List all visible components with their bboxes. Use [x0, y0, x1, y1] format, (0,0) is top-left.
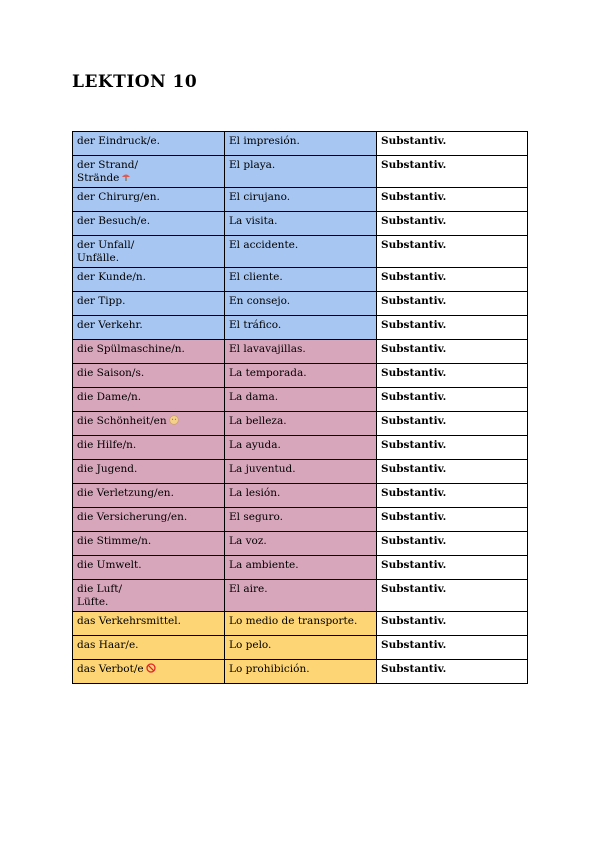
spanish-translation: La visita.: [225, 212, 377, 236]
german-word-cell: [73, 156, 225, 188]
german-word: die Stimme/n.: [77, 535, 152, 547]
spanish-translation: La ambiente.: [225, 556, 377, 580]
table-row: [73, 636, 528, 660]
german-word-cell: [73, 460, 225, 484]
table-row: [73, 292, 528, 316]
spanish-translation: La lesión.: [225, 484, 377, 508]
face-icon: [167, 415, 179, 427]
german-word: der Tipp.: [77, 295, 126, 307]
german-word: die Spülmaschine/n.: [77, 343, 185, 355]
word-type: Substantiv.: [377, 268, 528, 292]
german-word-cell: [73, 556, 225, 580]
table-row: [73, 532, 528, 556]
word-type: Substantiv.: [377, 292, 528, 316]
german-word: die Jugend.: [77, 463, 138, 475]
table-row: [73, 412, 528, 436]
word-type: Substantiv.: [377, 364, 528, 388]
german-word: die Versicherung/en.: [77, 511, 188, 523]
spanish-translation: El tráfico.: [225, 316, 377, 340]
german-word: der Verkehr.: [77, 319, 143, 331]
german-word: die Schönheit/en: [77, 415, 167, 427]
word-type: Substantiv.: [377, 532, 528, 556]
spanish-translation: La ayuda.: [225, 436, 377, 460]
word-type: Substantiv.: [377, 636, 528, 660]
table-row: [73, 340, 528, 364]
german-word-cell: [73, 132, 225, 156]
german-word: die Dame/n.: [77, 391, 142, 403]
german-word-cell: [73, 316, 225, 340]
table-row: [73, 556, 528, 580]
german-word: die Verletzung/en.: [77, 487, 174, 499]
spanish-translation: El seguro.: [225, 508, 377, 532]
german-word-cell: [73, 412, 225, 436]
word-type: Substantiv.: [377, 460, 528, 484]
table-row: [73, 364, 528, 388]
german-word: der Besuch/e.: [77, 215, 151, 227]
word-type: Substantiv.: [377, 556, 528, 580]
table-row: [73, 460, 528, 484]
word-type: Substantiv.: [377, 484, 528, 508]
spanish-translation: Lo pelo.: [225, 636, 377, 660]
table-row: [73, 132, 528, 156]
prohibited-icon: [144, 663, 156, 675]
table-row: [73, 268, 528, 292]
table-row: [73, 156, 528, 188]
german-word: der Eindruck/e.: [77, 135, 160, 147]
german-word-cell: [73, 292, 225, 316]
german-word: der Strand/ Strände: [77, 159, 139, 184]
german-word: der Kunde/n.: [77, 271, 147, 283]
spanish-translation: La voz.: [225, 532, 377, 556]
table-row: [73, 188, 528, 212]
spanish-translation: El cliente.: [225, 268, 377, 292]
word-type: Substantiv.: [377, 412, 528, 436]
german-word-cell: [73, 436, 225, 460]
german-word: die Umwelt.: [77, 559, 142, 571]
german-word-cell: [73, 532, 225, 556]
spanish-translation: El impresión.: [225, 132, 377, 156]
spanish-translation: El lavavajillas.: [225, 340, 377, 364]
german-word-cell: [73, 268, 225, 292]
german-word-cell: [73, 364, 225, 388]
german-word-cell: [73, 484, 225, 508]
table-row: [73, 484, 528, 508]
german-word-cell: [73, 340, 225, 364]
german-word: die Luft/ Lüfte.: [77, 583, 123, 608]
german-word-cell: [73, 612, 225, 636]
spanish-translation: El cirujano.: [225, 188, 377, 212]
table-row: [73, 212, 528, 236]
table-row: [73, 612, 528, 636]
german-word: die Hilfe/n.: [77, 439, 137, 451]
german-word: der Chirurg/en.: [77, 191, 160, 203]
word-type: Substantiv.: [377, 612, 528, 636]
spanish-translation: La juventud.: [225, 460, 377, 484]
spanish-translation: La belleza.: [225, 412, 377, 436]
word-type: Substantiv.: [377, 156, 528, 188]
word-type: Substantiv.: [377, 660, 528, 684]
word-type: Substantiv.: [377, 388, 528, 412]
word-type: Substantiv.: [377, 436, 528, 460]
german-word: das Haar/e.: [77, 639, 139, 651]
table-row: [73, 508, 528, 532]
german-word-cell: [73, 580, 225, 612]
word-type: Substantiv.: [377, 340, 528, 364]
vocabulary-table: [72, 131, 528, 684]
table-row: [73, 388, 528, 412]
spanish-translation: En consejo.: [225, 292, 377, 316]
german-word-cell: [73, 212, 225, 236]
german-word-cell: [73, 636, 225, 660]
table-row: [73, 316, 528, 340]
word-type: Substantiv.: [377, 132, 528, 156]
spanish-translation: El playa.: [225, 156, 377, 188]
spanish-translation: El accidente.: [225, 236, 377, 268]
word-type: Substantiv.: [377, 236, 528, 268]
spanish-translation: La dama.: [225, 388, 377, 412]
table-row: [73, 660, 528, 684]
german-word: die Saison/s.: [77, 367, 145, 379]
table-row: [73, 236, 528, 268]
spanish-translation: La temporada.: [225, 364, 377, 388]
word-type: Substantiv.: [377, 212, 528, 236]
german-word-cell: [73, 236, 225, 268]
german-word-cell: [73, 188, 225, 212]
page-title: LEKTION 10: [72, 72, 198, 92]
german-word-cell: [73, 508, 225, 532]
german-word: das Verbot/e: [77, 663, 144, 675]
table-row: [73, 436, 528, 460]
word-type: Substantiv.: [377, 316, 528, 340]
beach-umbrella-icon: [119, 172, 131, 184]
german-word-cell: [73, 660, 225, 684]
table-row: [73, 580, 528, 612]
word-type: Substantiv.: [377, 580, 528, 612]
word-type: Substantiv.: [377, 508, 528, 532]
spanish-translation: El aire.: [225, 580, 377, 612]
german-word: der Unfall/ Unfälle.: [77, 239, 135, 264]
spanish-translation: Lo prohibición.: [225, 660, 377, 684]
word-type: Substantiv.: [377, 188, 528, 212]
german-word-cell: [73, 388, 225, 412]
german-word: das Verkehrsmittel.: [77, 615, 181, 627]
spanish-translation: Lo medio de transporte.: [225, 612, 377, 636]
